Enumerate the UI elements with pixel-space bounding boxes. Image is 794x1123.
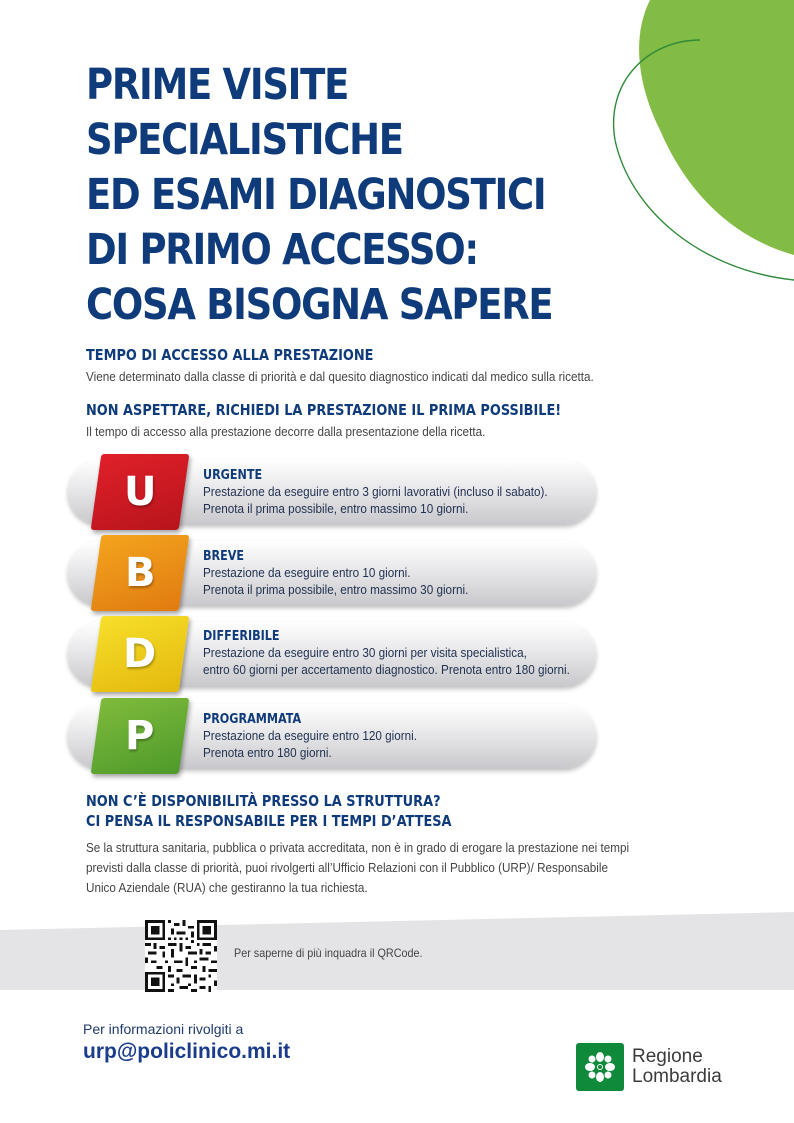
logo-line: Regione <box>632 1046 703 1067</box>
logo-text <box>632 1047 722 1087</box>
priority-line: Prestazione da eseguire entro 10 giorni. <box>203 565 411 580</box>
contact-label: Per informazioni rivolgiti a <box>83 1021 244 1037</box>
priority-line: Prestazione da eseguire entro 120 giorni. <box>203 728 417 743</box>
section-heading-dont-wait: NON ASPETTARE, RICHIEDI LA PRESTAZIONE IL PRIMA POSSIBILE! <box>86 401 562 419</box>
priority-breve <box>203 549 593 598</box>
text-line: Se la struttura sanitaria, pubblica o privata accreditata, non è in grado di erogare la prestazione nei tempi <box>86 840 630 855</box>
regione-lombardia-logo <box>576 1043 722 1091</box>
priority-name: DIFFERIBILE <box>203 629 280 644</box>
page-title <box>86 58 602 333</box>
priority-line: entro 60 giorni per accertamento diagnostico. Prenota entro 180 giorni. <box>203 662 570 677</box>
logo-line: Lombardia <box>632 1066 722 1087</box>
title-line: COSA BISOGNA SAPERE <box>86 280 553 330</box>
heading-line: CI PENSA IL RESPONSABILE PER I TEMPI D’ATTESA <box>86 812 452 830</box>
priority-letter: P <box>125 713 155 759</box>
regione-lombardia-rose-icon <box>576 1043 624 1091</box>
priority-letter: B <box>124 550 156 596</box>
priority-differibile <box>203 629 593 678</box>
title-line: SPECIALISTICHE <box>86 115 403 165</box>
priority-programmata <box>203 712 593 761</box>
priority-line: Prenota entro 180 giorni. <box>203 745 332 760</box>
priority-letter: U <box>123 469 157 515</box>
availability-text <box>86 838 706 898</box>
priority-name: BREVE <box>203 549 245 564</box>
title-line: DI PRIMO ACCESSO: <box>86 225 478 275</box>
priority-badge-p <box>91 698 190 774</box>
text-line: previsti dalla classe di priorità, puoi rivolgerti all’Ufficio Relazioni con il Pubblico (URP)/ Responsabile <box>86 860 608 875</box>
section-text-dont-wait: Il tempo di accesso alla prestazione decorre dalla presentazione della ricetta. <box>86 424 486 439</box>
qr-instruction: Per saperne di più inquadra il QRCode. <box>234 946 423 960</box>
priority-badge-u <box>91 454 190 530</box>
section-heading-access-time: TEMPO DI ACCESSO ALLA PRESTAZIONE <box>86 346 374 364</box>
priority-name: PROGRAMMATA <box>203 712 302 727</box>
qr-code-icon[interactable] <box>145 920 217 992</box>
priority-badge-b <box>91 535 190 611</box>
contact-email-link[interactable]: urp@policlinico.mi.it <box>83 1040 291 1063</box>
priority-badge-d <box>91 616 190 692</box>
priority-name: URGENTE <box>203 468 263 483</box>
text-line: Unico Aziendale (RUA) che gestiranno la tua richiesta. <box>86 880 368 895</box>
priority-line: Prenota il prima possibile, entro massimo 10 giorni. <box>203 501 469 516</box>
priority-letter: D <box>123 631 157 677</box>
priority-urgente <box>203 468 593 517</box>
title-line: ED ESAMI DIAGNOSTICI <box>86 170 546 220</box>
priority-line: Prenota il prima possibile, entro massimo 30 giorni. <box>203 582 469 597</box>
section-text-access-time: Viene determinato dalla classe di priorità e dal quesito diagnostico indicati dal medico sulla ricetta. <box>86 369 594 384</box>
priority-line: Prestazione da eseguire entro 30 giorni per visita specialistica, <box>203 645 527 660</box>
heading-line: NON C’È DISPONIBILITÀ PRESSO LA STRUTTURA? <box>86 792 441 810</box>
priority-line: Prestazione da eseguire entro 3 giorni lavorativi (incluso il sabato). <box>203 484 548 499</box>
title-line: PRIME VISITE <box>86 60 349 110</box>
section-heading-availability <box>86 791 452 831</box>
